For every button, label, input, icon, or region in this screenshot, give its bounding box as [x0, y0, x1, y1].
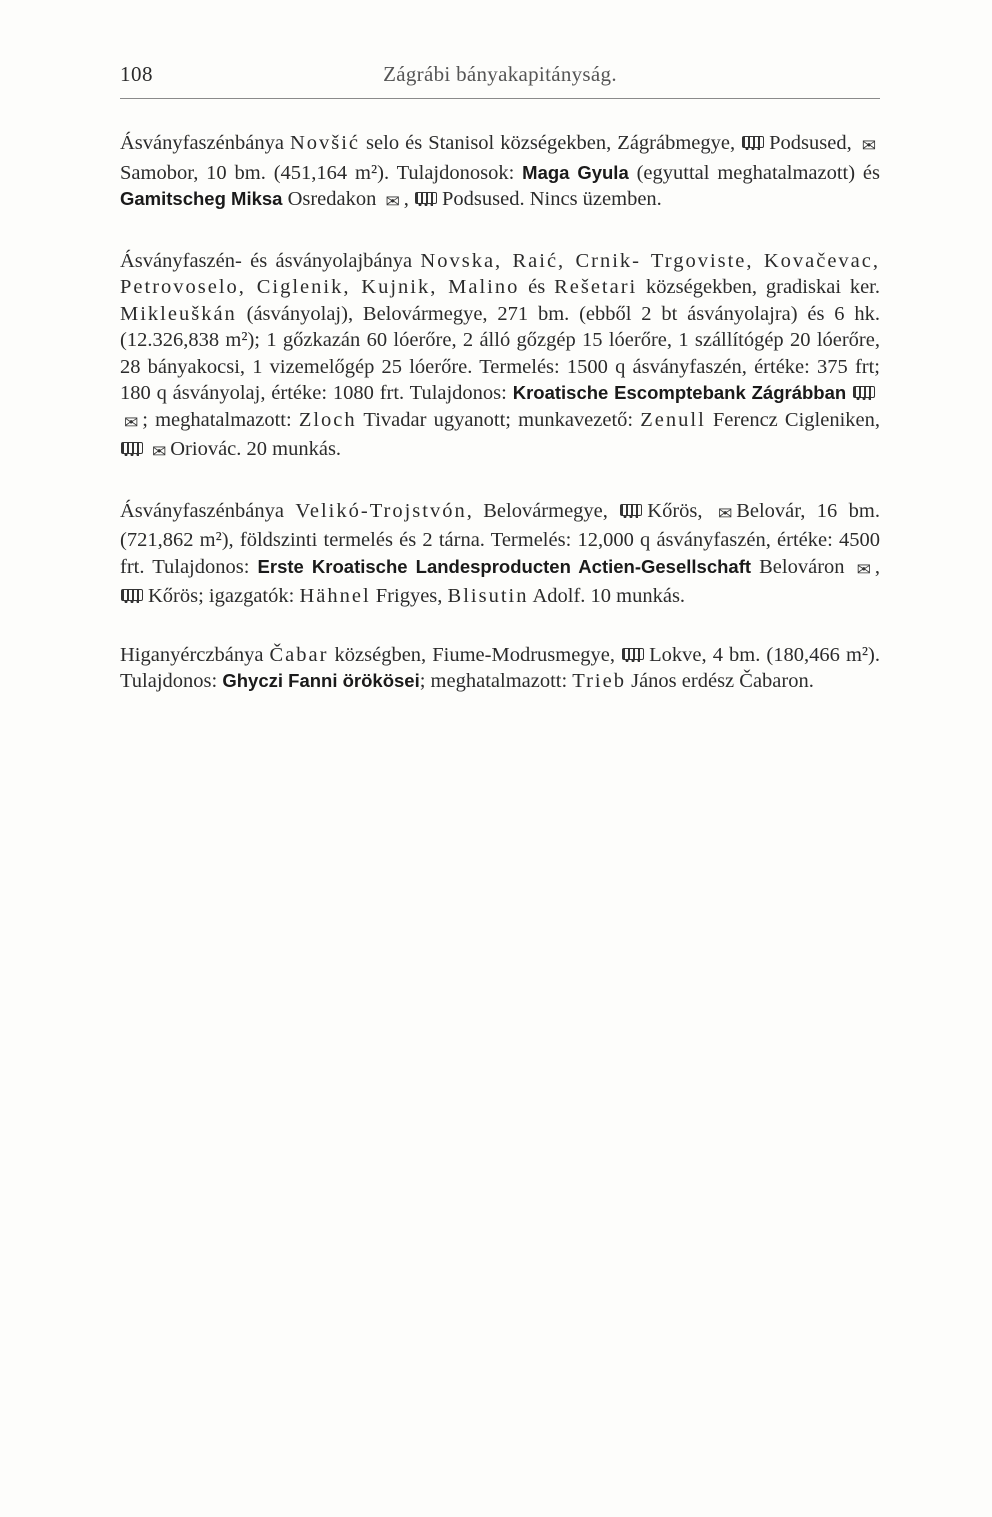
mine-location: Mikleuškán — [120, 302, 237, 325]
post-office-icon: ✉ — [152, 442, 167, 462]
person-name: Blisutin — [447, 585, 529, 607]
railway-station-icon — [619, 503, 643, 519]
person-name: Zenull — [640, 408, 706, 431]
entry-novska — [120, 248, 880, 466]
mine-location: Novšić — [289, 132, 361, 154]
owner-name: Maga Gyula — [522, 161, 629, 183]
owner-name: Gamitscheg Miksa — [120, 188, 283, 209]
entry-veliko-trojstvo — [120, 498, 880, 610]
railway-station-icon — [852, 385, 876, 401]
person-name: Hähnel — [299, 585, 371, 607]
mine-location: Rešetari — [554, 276, 638, 298]
entry-paragraph: Higanyérczbánya Čabar községben, Fiume-Modrusmegye, Lokve, 4 bm. (180,466 m²). Tulajdonos: Ghyczi Fanni örökösei; meghatalmazott: Trieb János erdész Čabaron. — [120, 643, 881, 692]
running-head: Zágrábi bányakapitányság. — [383, 62, 617, 86]
post-office-icon: ✉ — [124, 412, 139, 433]
mine-location: Čabar — [269, 643, 329, 666]
entry-paragraph: Ásványfaszénbánya Velikó-Trojstvón, Belovármegye, Kőrös, ✉ Belovár, 16 bm. (721,862 m²), földszinti termelés és 2 tárna. Termelés: 12,000 q ásványfaszén, értéke: 4500 frt. Tulajdonos: Erste Kroatische Landesproducten Actien-Gesellschaft Belováron ✉ , Kőrös; igazgatók: Hähnel Frigyes, Blisutin Adolf. 10 munkás. — [120, 499, 881, 607]
person-name: Trieb — [572, 670, 626, 692]
person-name: Zloch — [298, 408, 357, 431]
post-office-icon: ✉ — [861, 136, 877, 156]
entry-novsic-selo — [120, 130, 880, 216]
page-header — [120, 62, 880, 92]
owner-name: Kroatische Escomptebank Zágrábban — [512, 382, 847, 403]
entry-cabar — [120, 642, 880, 695]
post-office-icon: ✉ — [385, 192, 400, 212]
post-office-icon: ✉ — [717, 503, 733, 524]
owner-name: Ghyczi Fanni örökösei — [222, 670, 420, 691]
railway-station-icon — [621, 647, 645, 663]
railway-station-icon — [120, 441, 144, 457]
railway-station-icon — [414, 191, 438, 207]
page-number: 108 — [120, 62, 153, 86]
header-rule — [120, 98, 880, 99]
mine-location: Velikó-Trojstvón — [295, 499, 467, 522]
owner-name: Erste Kroatische Landesproducten Actien-Gesellschaft — [257, 555, 752, 577]
mine-location: Novska, Raić, Crnik- Trgoviste, Kovačevac, Petrovoselo, Ciglenik, Kujnik, Malino — [120, 249, 881, 298]
railway-station-icon — [741, 135, 765, 151]
railway-station-icon — [120, 588, 144, 604]
entry-paragraph: Ásványfaszénbánya Novšić selo és Stanisol községekben, Zágrábmegye, Podsused, ✉Samobor, 10 bm. (451,164 m²). Tulajdonosok: Maga Gyula (egyuttal meghatalmazott) és Gamitscheg Miksa Osredakon ✉ , Podsused. Nincs üzemben. — [120, 130, 880, 216]
post-office-icon: ✉ — [856, 559, 871, 580]
entry-paragraph: Ásványfaszén- és ásványolajbánya Novska, Raić, Crnik- Trgoviste, Kovačevac, Petrovoselo, Ciglenik, Kujnik, Malino és Rešetari községekben, gradiskai ker. Mikleuškán (ásványolaj), Belovármegye, 271 bm. (ebből 2 bt ásványolajra) és 6 hk. (12.326,838 m²); 1 gőzkazán 60 lóerőre, 2 álló gőzgép 15 lóerőre, 1 szállítógép 20 lóerőre, 28 bányakocsi, 1 vizemelőgép 25 lóerőre. Termelés: 1500 q ásványfaszén, értéke: 375 frt; 180 q ásványolaj, értéke: 1080 frt. Tulajdonos: Kroatische Escomptebank Zágrábban ✉ ; meghatalmazott: Zloch Tivadar ugyanott; munkavezető: Zenull Ferencz Cigleniken, ✉ Oriovác. 20 munkás. — [120, 248, 880, 466]
page-content — [120, 130, 880, 727]
